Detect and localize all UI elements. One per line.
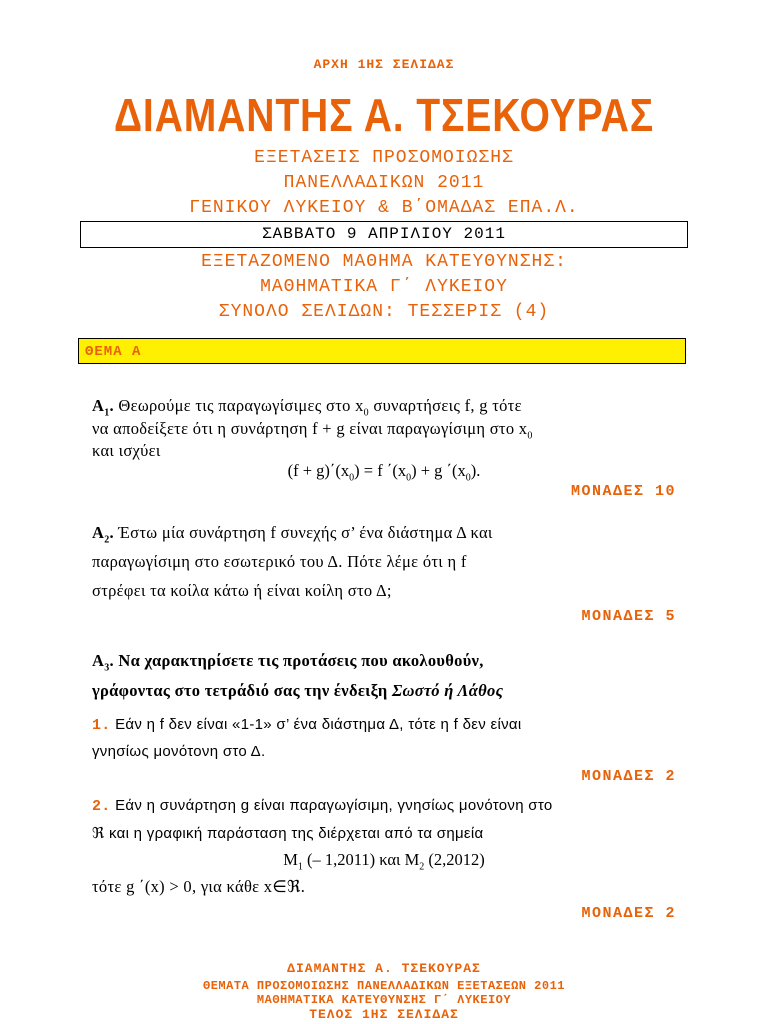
top-page-label: ΑΡΧΗ 1ΗΣ ΣΕΛΙΔΑΣ: [313, 57, 455, 72]
a3-item2-line2: ℜ και η γραφική παράσταση της διέρχεται από τα σημεία: [92, 825, 484, 842]
a1-line2: να αποδείξετε ότι η συνάρτηση f + g είναι παραγωγίσιμη στο $x_0$: [92, 419, 533, 442]
footer-line2: ΜΑΘΗΜΑΤΙΚΑ ΚΑΤΕΥΘΥΝΣΗΣ Γ΄ ΛΥΚΕΙΟΥ: [256, 993, 512, 1007]
theme-a-heading: ΘΕΜΑ Α: [78, 338, 686, 364]
subject-line1: ΕΞΕΤΑΖΟΜΕΝΟ ΜΑΘΗΜΑ ΚΑΤΕΥΘΥΝΣΗΣ:: [201, 252, 567, 272]
page-count: ΣΥΝΟΛΟ ΣΕΛΙΔΩΝ: ΤΕΣΣΕΡΙΣ (4): [218, 302, 550, 322]
a3-line1: $A_3$. Να χαρακτηρίσετε τις προτάσεις που ακολουθούν,: [92, 651, 484, 674]
exam-date-box: ΣΑΒΒΑΤΟ 9 ΑΠΡΙΛΙΟΥ 2011: [80, 221, 688, 248]
a1-marks: ΜΟΝΑΔΕΣ 10: [570, 483, 676, 500]
exam-title-line1: ΕΞΕΤΑΣΕΙΣ ΠΡΟΣΟΜΟΙΩΣΗΣ: [254, 148, 514, 168]
a1-line3: και ισχύει: [92, 441, 161, 460]
exam-title-line3: ΓΕΝΙΚΟΥ ΛΥΚΕΙΟΥ & Β΄ΟΜΑΔΑΣ ΕΠΑ.Λ.: [189, 198, 579, 218]
a3-item2-marks: ΜΟΝΑΔΕΣ 2: [581, 905, 676, 922]
a3-item2-formula: $M_1$ (– 1,2011) και $M_2$ (2,2012): [283, 850, 485, 873]
a2-line1: $A_2$. Έστω μία συνάρτηση f συνεχής σ’ ένα διάστημα Δ και: [92, 523, 493, 546]
exam-title-line2: ΠΑΝΕΛΛΑΔΙΚΩΝ 2011: [283, 173, 485, 193]
a3-item1-line1: 1. Εάν η f δεν είναι «1-1» σ’ ένα διάστημα Δ, τότε η f δεν είναι: [92, 716, 522, 734]
a2-line2: παραγωγίσιμη στο εσωτερικό του Δ. Πότε λέμε ότι η f: [92, 552, 467, 571]
a3-line2: γράφοντας στο τετράδιό σας την ένδειξη Σωστό ή Λάθος: [92, 681, 504, 700]
a3-item2-line1: 2. Εάν η συνάρτηση g είναι παραγωγίσιμη, γνησίως μονότονη στο: [92, 797, 553, 815]
a3-item2-line3: τότε g ΄(x) > 0, για κάθε x∈ℜ.: [92, 877, 306, 896]
footer-author: ΔΙΑΜΑΝΤΗΣ Α. ΤΣΕΚΟΥΡΑΣ: [287, 961, 481, 976]
a2-line3: στρέφει τα κοίλα κάτω ή είναι κοίλη στο Δ;: [92, 581, 392, 600]
subject-line2: ΜΑΘΗΜΑΤΙΚΑ Γ΄ ΛΥΚΕΙΟΥ: [260, 277, 508, 297]
a1-formula: $(f + g)΄(x_0) = f$ $΄(x_0) + g$ $΄(x_0)$.: [287, 461, 481, 484]
end-page-label: ΤΕΛΟΣ 1ΗΣ ΣΕΛΙΔΑΣ: [309, 1007, 459, 1022]
a2-marks: ΜΟΝΑΔΕΣ 5: [581, 608, 676, 625]
author-title: ΔΙΑΜΑΝΤΗΣ Α. ΤΣΕΚΟΥΡΑΣ: [113, 89, 655, 141]
a1-line1: $A_1$. Θεωρούμε τις παραγωγίσιμες στο $x_0$ συναρτήσεις f, g τότε: [92, 396, 522, 419]
footer-line1: ΘΕΜΑΤΑ ΠΡΟΣΟΜΟΙΩΣΗΣ ΠΑΝΕΛΛΑΔΙΚΩΝ ΕΞΕΤΑΣΕΩΝ 2011: [203, 979, 565, 993]
a3-item1-marks: ΜΟΝΑΔΕΣ 2: [581, 768, 676, 785]
a3-item1-line2: γνησίως μονότονη στο Δ.: [92, 743, 266, 760]
